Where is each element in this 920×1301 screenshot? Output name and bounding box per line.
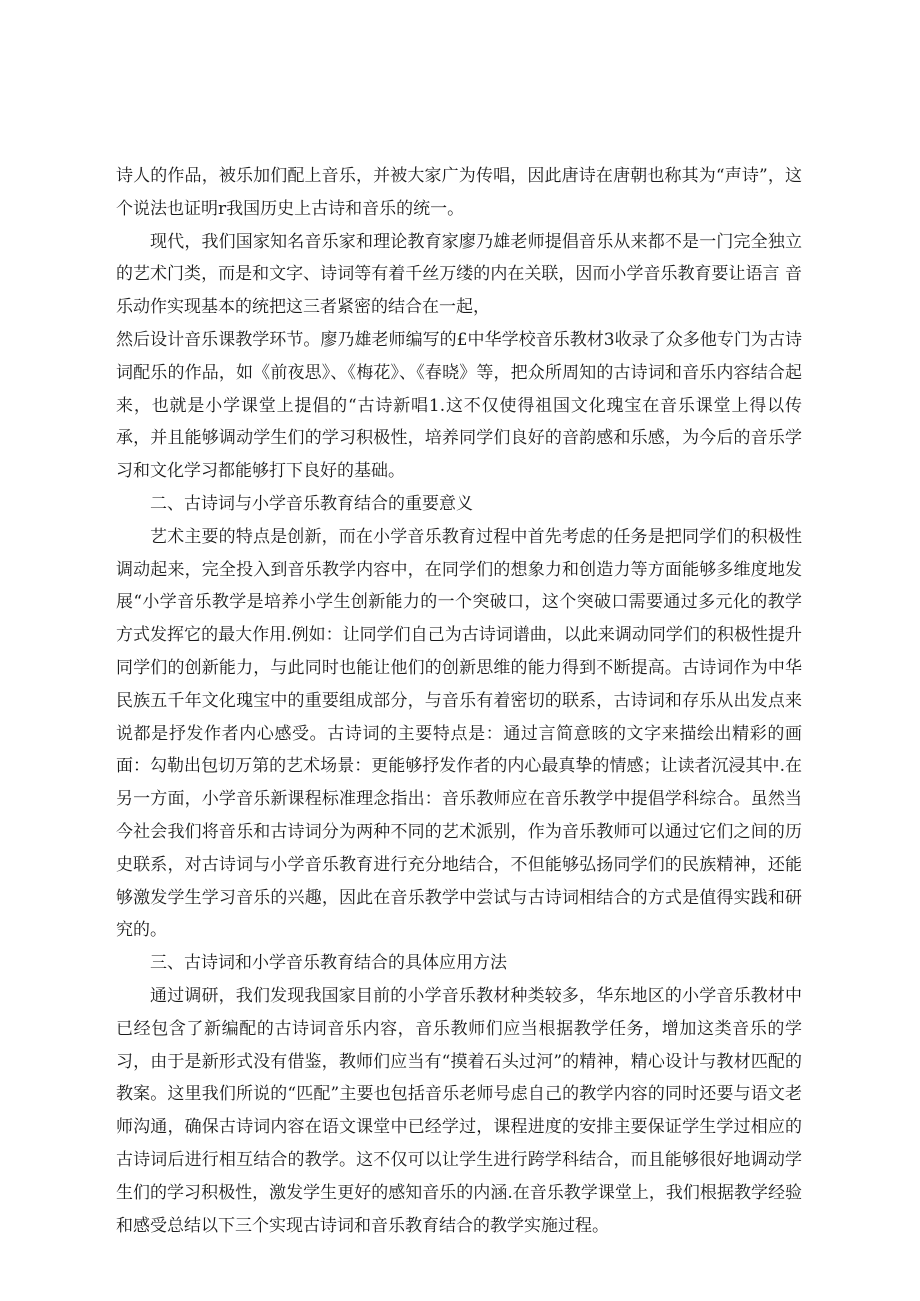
section-heading-3: 三、古诗词和小学音乐教育结合的具体应用方法: [150, 953, 507, 974]
paragraph-significance: 艺术主要的特点是创新，而在小学音乐教育过程中首先考虑的任务是把同学们的积极性调动起来，完全投入到音乐教学内容中，在同学们的想象力和创造力等方面能够多维度地发展“小学音乐教学是培养小学生创新能力的一个突破口，这个突破口需要通过多元化的教学方式发挥它的最大作用.例如：让同学们自己为古诗词谱曲，以此来调动同学们的积极性提升同学们的创新能力，与此同时也能让他们的创新思维的能力得到不断提高。古诗词作为中华民族五千年文化瑰宝中的重要组成部分，与音乐有着密切的联系，古诗词和存乐从出发点来说都是抒发作者内心感受。古诗词的主要特点是：通过言简意晐的文字来描绘出精彩的画面：勾勒出包切万第的艺术场景：更能够抒发作者的内心最真挚的情感；让读者沉浸其中.在另一方面，小学音乐新课程标准理念指出：音乐教师应在音乐教学中提倡学科综合。虽然当今社会我们将音乐和古诗词分为两种不同的艺术派别，作为音乐教师可以通过它们之间的历史联系，对古诗词与小学音乐教育进行充分地结合，不但能够弘扬同学们的民族精神，还能够激发学生学习音乐的兴趣，因此在音乐教学中尝试与古诗词相结合的方式是值得实践和研究的。: [116, 526, 802, 941]
paragraph-application-methods: 通过调研，我们发现我国家目前的小学音乐教材种类较多，华东地区的小学音乐教材中已经包含了新编配的古诗词音乐内容，音乐教师们应当根据教学任务，增加这类音乐的学习，由于是新形式没有借鉴，教师们应当有“摸着石头过河”的精神，精心设计与教材匹配的教案。这里我们所说的“匹配”主要也包括音乐老师号虑自己的教学内容的同时还要与语文老师沟通，确保古诗词内容在语文课堂中已经学过，课程进度的安排主要保证学生学过相应的古诗词后进行相互结合的教学。这不仅可以让学生进行跨学科结合，而且能够很好地调动学生们的学习积极性，激发学生更好的感知音乐的内涵.在音乐教学课堂上，我们根据教学经验和感受总结以下三个实现古诗词和音乐教育结合的教学实施过程。: [116, 985, 802, 1236]
paragraph-modern-views: 现代，我们国家知名音乐家和理论教育家廖乃雄老师提倡音乐从来都不是一门完全独立的艺术门类，而是和文字、诗词等有着千丝万缕的内在关联，因而小学音乐教育要让语言 音乐动作实现基本的统把这三者紧密的结合在一起，: [116, 231, 802, 318]
paragraph-continuation: 诗人的作品，被乐加们配上音乐，并被大家广为传唱，因此唐诗在唐朝也称其为“声诗”，这个说法也证明r我国历史上古诗和音乐的统一。: [116, 166, 802, 219]
document-body: [116, 160, 802, 1242]
paragraph-teaching-design: 然后设计音乐课教学环节。廖乃雄老师编写的£中华学校音乐教材3收录了众多他专门为古诗词配乐的作品，如《前夜思》、《梅花》、《春晓》等，把众所周知的古诗词和音乐内容结合起来，也就是小学课堂上提倡的“古诗新唱1.这不仅使得祖国文化瑰宝在音乐课堂上得以传承，并且能够调动学生们的学习积极性，培养同学们良好的音韵感和乐感，为今后的音乐学习和文化学习都能够打下良好的基础。: [116, 329, 802, 482]
section-heading-2: 二、古诗词与小学音乐教育结合的重要意义: [150, 493, 473, 514]
